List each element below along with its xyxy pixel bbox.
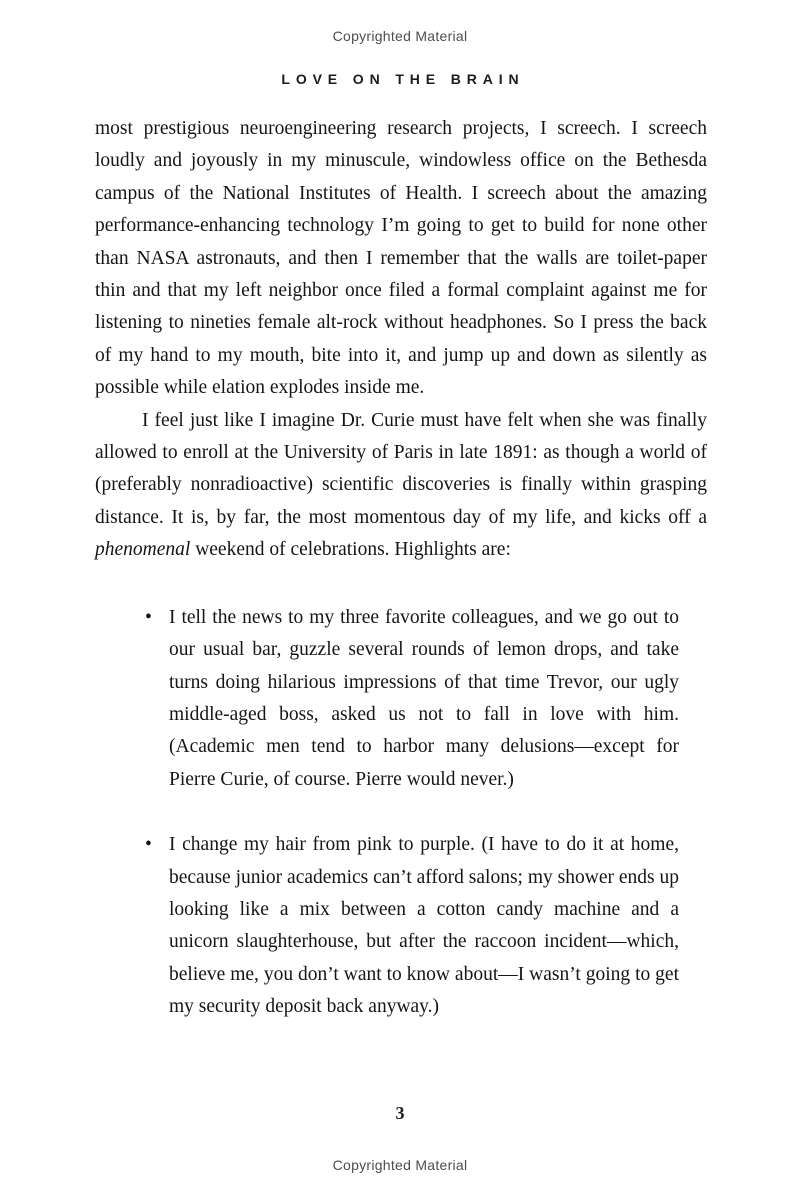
page-body — [95, 113, 707, 1024]
copyright-notice-bottom: Copyrighted Material — [332, 1157, 468, 1173]
bullet-item-text: I change my hair from pink to purple. (I have to do it at home, because junior academics can’t afford salons; my shower ends up looking like a mix between a cotton candy machine and a unicorn slaughterhouse, but after the raccoon incident—which, believe me, you don’t want to know about—I wasn’t going to get my security deposit back anyway.) — [169, 834, 679, 1018]
book-title-header: LOVE ON THE BRAIN — [281, 71, 525, 87]
paragraph-text-before-italic: I feel just like I imagine Dr. Curie must have felt when she was finally allowed to enroll at the University of Paris in late 1891: as though a world of (preferably nonradioactive) scientific discoveries is finally within grasping distance. It is, by far, the most momentous day of my life, and kicks off a — [95, 409, 707, 528]
bullet-item-text: I tell the news to my three favorite colleagues, and we go out to our usual bar, guzzle several rounds of lemon drops, and take turns doing hilarious impressions of that time Trevor, our ugly middle-aged boss, asked us not to fall in love with him. (Academic men tend to harbor many delusions—except for Pierre Curie, of course. Pierre would never.) — [169, 606, 679, 790]
paragraph-text-after-italic: weekend of celebrations. Highlights are: — [190, 539, 511, 561]
bullet-icon: • — [145, 606, 152, 628]
italic-word: phenomenal — [95, 539, 191, 561]
paragraph-curie — [95, 405, 707, 567]
copyright-notice-top: Copyrighted Material — [332, 28, 468, 44]
list-item — [145, 602, 679, 796]
highlights-bullet-list — [145, 602, 679, 1024]
bullet-icon: • — [145, 834, 152, 856]
page-number: 3 — [395, 1103, 405, 1123]
paragraph-opening: most prestigious neuroengineering research projects, I screech. I screech loudly and joyously in my minuscule, windowless office on the Bethesda campus of the National Institutes of Health. I screech about the amazing performance-enhancing technology I’m going to get to build for none other than NASA astronauts, and then I remember that the walls are toilet-paper thin and that my left neighbor once filed a formal complaint against me for listening to nineties female alt-rock without headphones. So I press the back of my hand to my mouth, bite into it, and jump up and down as silently as possible while elation explodes inside me. — [95, 118, 707, 399]
list-item — [145, 829, 679, 1023]
